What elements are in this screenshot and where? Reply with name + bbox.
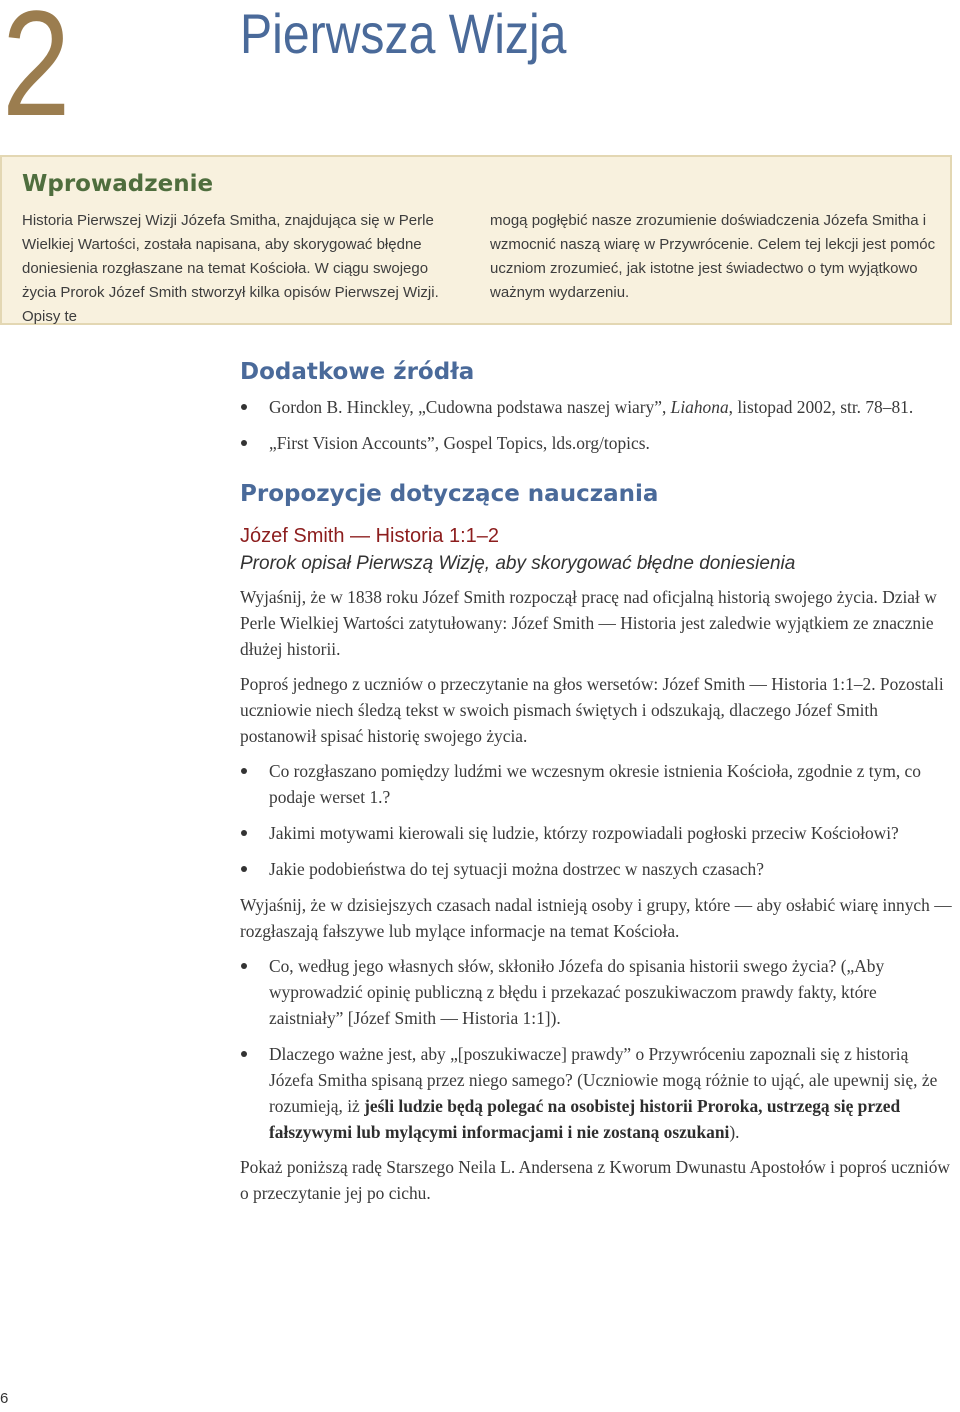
question-item [240,1041,955,1145]
introduction-right-column [490,209,940,305]
scripture-reference: Józef Smith — Historia 1:1–2 [240,525,499,547]
source-item-details: , listopad 2002, str. 78–81. [728,397,914,417]
question-text-end: ). [729,1122,740,1142]
scripture-block-title: Prorok opisał Pierwszą Wizję, aby skorygować błędne doniesienia [240,553,796,574]
introduction-box [0,155,952,325]
source-item-publication: Liahona [670,397,729,417]
source-item: „First Vision Accounts”, Gospel Topics, lds.org/topics. [240,430,955,456]
question-item: Jakie podobieństwa do tej sytuacji można dostrzec w naszych czasach? [240,856,955,882]
paragraph: Pokaż poniższą radę Starszego Neila L. Andersena z Kworum Dwunastu Apostołów i poproś uczniów o przeczytanie jej po cichu. [240,1157,950,1203]
paragraph: Poproś jednego z uczniów o przeczytanie na głos wersetów: Józef Smith — Historia 1:1–2. Pozostali uczniowie niech śledzą tekst w swoich pismach świętych i odszukają, dlaczego Józef Smith postanowił spisać historię swojego życia. [240,674,944,746]
question-item: Jakimi motywami kierowali się ludzie, którzy rozpowiadali pogłoski przeciw Kościołowi? [240,820,955,846]
introduction-heading: Wprowadzenie [22,171,214,197]
page-number: 6 [0,1390,9,1407]
main-content [240,356,955,1206]
chapter-number: 2 [2,0,68,147]
introduction-left-column [22,209,462,329]
sources-heading: Dodatkowe źródła [240,359,475,385]
question-item: Co, według jego własnych słów, skłoniło Józefa do spisania historii swego życia? („Aby wyprowadzić opinię publiczną z błędu i przekazać poszukiwaczom prawdy fakty, które zaistniały” [Józef Smith — Historia 1:1]). [240,953,955,1031]
key-doctrine: jeśli ludzie będą polegać na osobistej historii Proroka, ustrzegą się przed fałszywymi lub mylącymi informacjami i nie zostaną oszukani [269,1096,901,1142]
paragraph: Wyjaśnij, że w 1838 roku Józef Smith rozpoczął pracę nad oficjalną historią swojego życia. Dział w Perle Wielkiej Wartości zatytułowany: Józef Smith — Historia jest zaledwie wyjątkiem ze znacznie dłużej historii. [240,587,937,659]
chapter-title: Pierwsza Wizja [240,2,567,65]
question-item: Co rozgłaszano pomiędzy ludźmi we wczesnym okresie istnienia Kościoła, zgodnie z tym, co podaje werset 1.? [240,758,955,810]
introduction-text-right: mogą pogłębić nasze zrozumienie doświadczenia Józefa Smitha i wzmocnić naszą wiarę w Przywrócenie. Celem tej lekcji jest pomóc uczniom zrozumieć, jak istotne jest świadectwo o tym wyjątkowo ważnym wydarzeniu. [490,212,936,301]
introduction-text-left: Historia Pierwszej Wizji Józefa Smitha, znajdująca się w Perle Wielkiej Wartości, została napisana, aby skorygować błędne doniesienia rozgłaszane na temat Kościoła. W ciągu swojego życia Prorok Józef Smith stworzył kilka opisów Pierwszej Wizji. Opisy te [22,212,439,325]
question-list [240,758,955,882]
sources-list [240,394,955,456]
teaching-heading: Propozycje dotyczące nauczania [240,481,659,507]
question-text: Dlaczego ważne jest, aby „[poszukiwacze] prawdy” o Przywróceniu zapoznali się z historią Józefa Smitha spisaną przez niego samego? (Uczniowie mogą różnie to ująć, ale upewnij się, że rozumieją, iż [269,1044,938,1116]
source-item-text: Gordon B. Hinckley, „Cudowna podstawa naszej wiary”, [269,397,671,417]
source-item [240,394,955,420]
paragraph: Wyjaśnij, że w dzisiejszych czasach nadal istnieją osoby i grupy, które — aby osłabić wiarę innych — rozgłaszają fałszywe lub mylące informacje na temat Kościoła. [240,895,952,941]
question-list [240,953,955,1145]
